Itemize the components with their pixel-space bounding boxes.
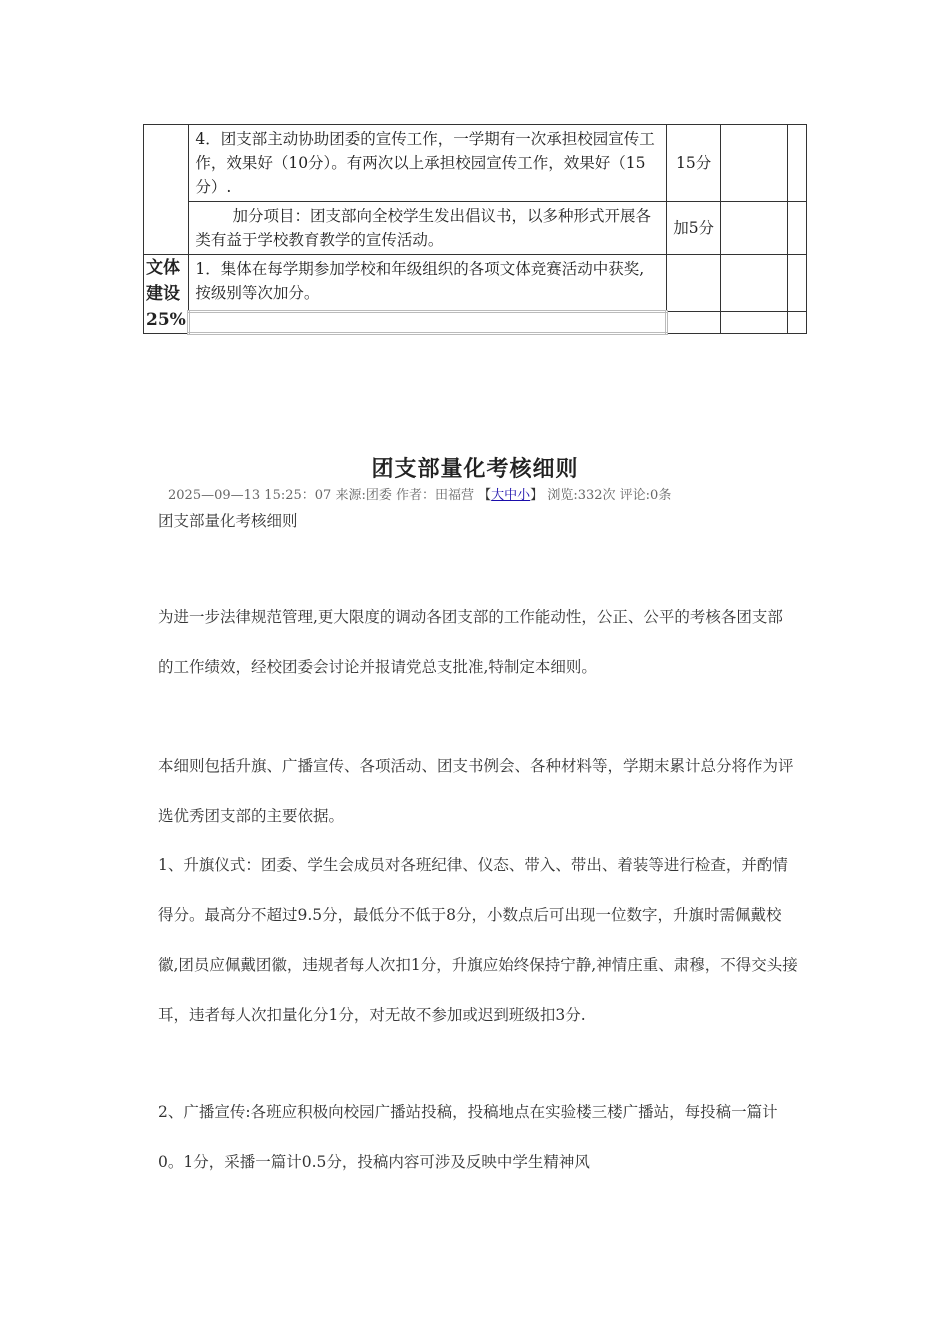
- table-row: [144, 255, 807, 312]
- blank-cell: [787, 311, 806, 333]
- paragraph: 本细则包括升旗、广播宣传、各项活动、团支书例会、各种材料等，学期末累计总分将作为评选优秀团支部的主要依据。: [158, 757, 794, 825]
- meta-source: 来源:团委: [335, 488, 392, 503]
- meta-views: 浏览:332次: [547, 488, 616, 503]
- empty-content-box: [189, 311, 667, 333]
- score-cell: 15分: [666, 125, 720, 202]
- criteria-cell: 4．团支部主动协助团委的宣传工作，一学期有一次承担校园宣传工作，效果好（10分）。有两次以上承担校园宣传工作，效果好（15分）.: [189, 125, 667, 202]
- blank-cell: [787, 125, 806, 202]
- paragraph: 2、广播宣传:各班应积极向校园广播站投稿，投稿地点在实验楼三楼广播站，每投稿一篇计0。1分，采播一篇计0.5分，投稿内容可涉及反映中学生精神风: [158, 1103, 778, 1171]
- criteria-cell: 加分项目：团支部向全校学生发出倡议书，以多种形式开展各类有益于学校教育教学的宣传活动。: [189, 202, 667, 255]
- paragraph: 1、升旗仪式：团委、学生会成员对各班纪律、仪态、带入、带出、着装等进行检查，并酌情得分。最高分不超过9.5分，最低分不低于8分，小数点后可出现一位数字，升旗时需佩戴校徽,团员应佩戴团徽，违规者每人次扣1分，升旗应始终保持宁静,神情庄重、肃穆，不得交头接耳，违者每人次扣量化分1分，对无故不参加或迟到班级扣3分.: [158, 856, 798, 1024]
- bracket-open: 【: [478, 488, 492, 503]
- score-cell: 加5分: [666, 202, 720, 255]
- blank-cell: [787, 255, 806, 312]
- blank-cell: [721, 202, 788, 255]
- meta-date: 2025—09—13 15:25：07: [168, 488, 332, 503]
- score-table: [143, 124, 807, 335]
- font-size-link[interactable]: 大中小: [491, 488, 531, 503]
- meta-comments: 评论:0条: [619, 488, 672, 503]
- blank-cell: [787, 202, 806, 255]
- table-row: [144, 202, 807, 255]
- bracket-close: 】: [530, 488, 544, 503]
- article-meta: [168, 484, 671, 503]
- category-cell-empty: [144, 125, 189, 255]
- blank-cell: [721, 255, 788, 312]
- score-cell: [666, 255, 720, 312]
- paragraph: 为进一步法律规范管理,更大限度的调动各团支部的工作能动性，公正、公平的考核各团支部的工作绩效，经校团委会讨论并报请党总支批准,特制定本细则。: [158, 608, 783, 676]
- table-row: [144, 125, 807, 202]
- meta-author: 作者：田福营: [395, 488, 474, 503]
- blank-cell: [721, 311, 788, 333]
- article-title: 团支部量化考核细则: [371, 456, 579, 482]
- article-subheading: 团支部量化考核细则: [158, 512, 298, 530]
- table-row: [144, 311, 807, 333]
- blank-cell: [666, 311, 720, 333]
- blank-cell: [721, 125, 788, 202]
- category-cell: 文体建设25%: [144, 255, 189, 334]
- criteria-cell: 1．集体在每学期参加学校和年级组织的各项文体竞赛活动中获奖,按级别等次加分。: [189, 255, 667, 312]
